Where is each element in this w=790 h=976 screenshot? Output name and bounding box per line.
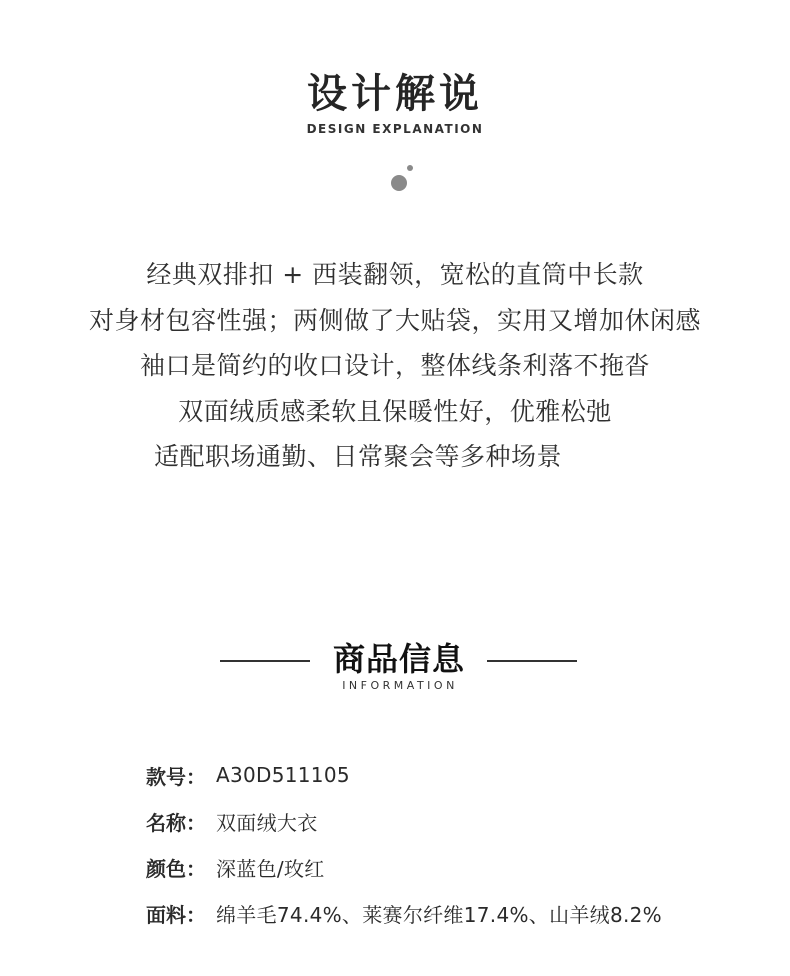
large-dot-icon — [391, 175, 407, 191]
info-row-name — [146, 798, 746, 844]
info-value: 双面绒大衣 — [216, 810, 318, 835]
info-row-color — [146, 844, 746, 890]
description-line: 袖口是简约的收口设计，整体线条利落不拖沓 — [139, 351, 650, 380]
small-dot-icon — [407, 165, 413, 171]
design-explanation-header — [0, 70, 790, 136]
design-title: 设计解说 — [307, 71, 483, 117]
info-title: 商品信息 — [332, 640, 465, 678]
product-info-header — [0, 637, 790, 697]
design-subtitle: DESIGN EXPLANATION — [306, 122, 484, 136]
info-label: 名称： — [146, 810, 206, 835]
info-label: 面料： — [146, 902, 206, 927]
decorative-dots — [385, 162, 415, 194]
info-value: A30D511105 — [216, 763, 350, 787]
info-label: 颜色： — [146, 856, 206, 881]
info-row-style-number — [146, 752, 746, 798]
info-label: 款号： — [146, 764, 206, 789]
info-subtitle: INFORMATION — [342, 679, 458, 692]
description-line: 双面绒质感柔软且保暖性好，优雅松弛 — [178, 396, 612, 426]
info-value: 深蓝色/玫红 — [216, 856, 325, 881]
description-line: 对身材包容性强；两侧做了大贴袋，实用又增加休闲感 — [88, 305, 701, 335]
info-value: 绵羊毛74.4%、莱赛尔纤维17.4%、山羊绒8.2% — [216, 902, 662, 927]
design-description — [0, 252, 790, 480]
info-row-fabric — [146, 890, 746, 936]
description-line: 经典双排扣 + 西装翻领，宽松的直筒中长款 — [146, 260, 644, 289]
description-line: 适配职场通勤、日常聚会等多种场景 — [154, 442, 563, 471]
product-info-list — [146, 752, 746, 936]
